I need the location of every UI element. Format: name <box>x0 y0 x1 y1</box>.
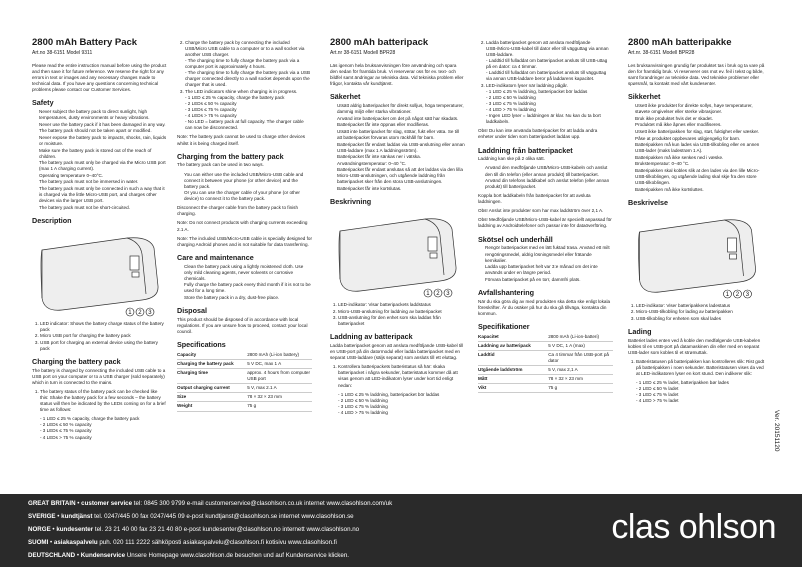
en-charging-steps-cont <box>177 40 312 131</box>
sub-item: - 2 LEDs ≤ 50 % capacity <box>40 422 92 428</box>
sub-item: - 4 LEDs > 75 % capacity <box>185 113 237 119</box>
list-item: • Produktet må ikke åpnes eller modifiseres. <box>635 122 766 128</box>
list-item: • Never subject the battery pack to direct sunlight, high temperatures, dusty environments or heavy vibrations. <box>39 109 167 121</box>
list-item: 3. USB-tilkobling for enheten som skal lades <box>636 316 766 322</box>
sv-note-1: Obs! Du kan inte använda batteripacket för att ladda andra enheter under tiden som batteripacket laddas upp. <box>478 128 598 140</box>
footer-country: SUOMI <box>28 539 49 546</box>
sv-title: 2800 mAh batteripack <box>330 38 429 48</box>
clas-ohlson-logo: clas ohlson <box>611 508 776 546</box>
en-charging-heading: Charging the battery pack <box>32 357 121 366</box>
no-charging-step-1-text: 1. Batteristatusen på batteripakken kan kontrolleres slik: Rist godt på batteripakken i noen sekunder. Batteristatusen vises da ved at LED-indikatoren lyser en kort stund. Den indikerer slik: <box>636 359 766 377</box>
sub-item: - 3 LED ≤ 75 % ladet <box>636 392 679 398</box>
spec-value: 75 g <box>548 384 613 393</box>
spec-value: 2800 mAh (Li-ion-batteri) <box>548 333 613 342</box>
list-item: • Batteripacket får inte kortslutas. <box>337 186 465 192</box>
list-item: • The battery pack must only be charged via the Micro USB port (max 1 A charging current). <box>39 160 167 172</box>
en-charging-step-1-text: 1. The battery status of the battery pack can be checked like this: Shake the battery pack for a few seconds – the battery status will then be indicated by the LEDs coming on for a brief time as follows: <box>40 389 167 413</box>
list-item: • Batteripacket får inte sänkas ner i vätska. <box>337 154 465 160</box>
svg-text:1: 1 <box>725 291 730 298</box>
battery-pack-illustration <box>330 209 465 299</box>
sub-item: - No LED = battery pack at full capacity. The charger cable can now be disconnected. <box>185 119 304 131</box>
sub-item: - 1 LED ≤ 25 % capacity, charge the battery pack <box>40 416 140 422</box>
spec-row <box>478 341 613 350</box>
footer-line: tel. 0247/445 00 fax 0247/445 09 e-post kundtjanst@clasohlson.se internet www.clasohlson.se <box>94 513 354 520</box>
spec-key: Capacity <box>177 351 247 360</box>
no-description-list <box>628 303 766 322</box>
footer-label: kundtjänst <box>61 513 93 520</box>
footer-line: tel: 0845 300 9799 e-mail customerservice@clasohlson.co.uk internet www.clasohlson.com/uk <box>133 500 393 507</box>
footer-country: DEUTSCHLAND <box>28 552 76 559</box>
list-item: • Batteripakken må ikke kortsluttes. <box>635 187 766 193</box>
sv-charging-steps-cont <box>478 40 613 125</box>
spec-row <box>478 333 613 342</box>
sub-item: - 4 LED > 75 % laddning <box>338 409 388 415</box>
list-item: 3. USB port for charging an external device using the battery pack <box>40 340 167 352</box>
footer-line: Unsere Homepage www.clasohlson.de besuchen und auf Kundenservice klicken. <box>126 552 350 559</box>
version-label: Ver. 20151120 <box>773 410 780 452</box>
svg-text:3: 3 <box>148 309 152 316</box>
spec-key: Output charging current <box>177 384 247 393</box>
svg-text:1: 1 <box>426 291 430 297</box>
list-item: 3. USB-anslutning för den enhet som ska laddas från batteripacket <box>338 315 465 327</box>
en-note-2: Note: Do not connect products with charging currents exceeding 2.1 A. <box>177 220 308 232</box>
sub-item: - 4 LEDs > 75 % capacity <box>40 434 92 440</box>
list-item: • Användningstemperatur: 0–40 °C. <box>337 161 465 167</box>
sub-item: - The charging time to fully charge the battery pack via a computer port is approximately 4 hours. <box>185 58 300 70</box>
sv-care-heading: Skötsel och underhåll <box>478 234 553 244</box>
sv-charging-from-text-2: Koppla bort laddkabeln från batteripacket för att avsluta laddningen. <box>478 193 591 205</box>
sub-item: - 2 LEDs ≤ 50 % capacity <box>185 101 237 107</box>
en-note-1: Note: The battery pack cannot be used to charge other devices whilst it is being charged itself. <box>177 134 306 146</box>
spec-key: Weight <box>177 402 247 411</box>
english-column-2 <box>177 40 312 492</box>
list-item: • Använd den medföljande USB/Micro-USB-kabeln och anslut den till din telefon (eller annan produkt) till batteripacket. <box>485 165 613 177</box>
no-charging-step-1 <box>628 359 766 377</box>
spec-value: 78 × 32 × 23 mm <box>548 375 613 384</box>
list-item: • Clean the battery pack using a lightly moistened cloth. Use only mild cleaning agents, never solvents or corrosive chemicals. <box>184 264 312 282</box>
en-charging-from-text: The battery pack can be used in two ways. <box>177 162 264 168</box>
list-item: • Batteripacket får endast laddas via USB-anslutning eller annan USB-laddare (max 1 A laddningsström). <box>337 142 465 154</box>
spec-row <box>478 384 613 393</box>
list-item: • Operating temperature 0–40°C. <box>39 173 167 179</box>
list-item: • Förvara batteripacket på en torr, dammfri plats. <box>485 277 613 283</box>
en-charging-step-3 <box>185 89 312 131</box>
no-led-levels <box>628 380 766 404</box>
sv-spec-heading: Specifikationer <box>478 321 530 331</box>
sv-note-3: Obs! Medföljande USB/Micro-USB-kabel är speciellt anpassad för laddning av Androidtelefoner och passar inte för dataöverföring. <box>478 217 612 229</box>
sv-spec-table <box>478 333 613 393</box>
spec-row <box>177 402 312 411</box>
list-item: • Utsätt inte batteripacket för slag, stötar, fukt eller väta. Se till att batteripacket förvaras utom räckhåll för barn. <box>337 129 465 141</box>
spec-value: 5 V DC, max 1 A <box>247 360 312 369</box>
sub-item: - The charging time to fully charge the battery pack via a USB charger connected directly to a wall socket depends upon the charger that is used. <box>185 70 311 88</box>
svg-text:3: 3 <box>745 291 750 298</box>
footer-label: customer service <box>81 500 133 507</box>
footer-row: NORGE • kundesenter tel. 23 21 40 00 fax 23 21 40 80 e-post kundesenter@clasohlson.no internett www.clasohlson.no <box>28 526 360 533</box>
en-spec-table <box>177 351 312 411</box>
list-item: • Utsett ikke produktet for direkte sollys, høye temperaturer, støvete omgivelser eller sterke vibrasjoner. <box>635 103 766 115</box>
sub-item: - 3 LED ≤ 75 % laddning <box>338 403 388 409</box>
en-description-heading: Description <box>32 215 72 225</box>
sub-item: - 4 LED > 75 % ladet <box>636 398 679 404</box>
spec-value: Ca 4 timmar från USB-port på dator <box>548 351 613 366</box>
sv-charging-step-1-text: 1. Kontrollera batteripackets batteristatus så här: skaka batteripacket i några sekunder, batteristatus kommer då att visas genom att LED-indikatorn lyser under kort tid enligt nedan: <box>338 364 465 388</box>
sv-safety-heading: Säkerhet <box>330 92 361 102</box>
en-charging-step-3-text: The LED indicators shine when charging is in progress. <box>185 89 298 94</box>
spec-key: Vikt <box>478 384 548 393</box>
en-spec-heading: Specifications <box>177 340 226 350</box>
list-item: • Utsett ikke batteripakken for slag, støt, fuktighet eller væsker. <box>635 129 766 135</box>
sub-item: - 3 LED ≤ 75 % laddning <box>486 101 536 107</box>
list-item: 1. LED-indikator: Visar batteripackets laddstatus <box>338 302 465 308</box>
sv-charging-step-3-text: LED-indikatorn lyser när laddning pågår. <box>486 82 568 88</box>
sub-item: - Laddtid till fulladdat om batteripacket ansluts till USB-uttag på en dator: ca 4 timmar. <box>486 58 608 70</box>
sv-led-levels <box>330 392 465 416</box>
spec-key: Charging time <box>177 369 247 384</box>
spec-row <box>177 360 312 369</box>
no-description-heading: Beskrivelse <box>628 197 668 207</box>
sv-intro: Läs igenom hela bruksanvisningen före användning och spara den sedan för framtida bruk. Vi reserverar oss för ev. text- och bildfel samt ändringar av tekniska data. Vid tekniska problem eller frågor, kontakta vår kundtjänst. <box>330 63 464 87</box>
list-item: • Batteripacket får inte öppnas eller modifieras. <box>337 122 465 128</box>
spec-row <box>478 351 613 366</box>
list-item: • You can either use the included USB/Micro-USB cable and connect it between your phone (or other device) and the battery pack. <box>184 172 312 190</box>
no-safety-heading: Sikkerhet <box>628 92 661 102</box>
en-care-list <box>177 264 312 301</box>
sv-step2-sub <box>486 58 613 82</box>
en-safety-heading: Safety <box>32 98 54 108</box>
sv-description-heading: Beskrivning <box>330 197 372 207</box>
en-step2-sub <box>185 58 312 88</box>
footer-row: SUOMI • asiakaspalvelu puh. 020 111 2222 sähköposti asiakaspalvelu@clasohlson.fi kotisivu www.clasohlson.fi <box>28 539 337 546</box>
sub-item: - 1 LED ≤ 25 % capacity, charge the battery pack <box>185 95 285 101</box>
no-charging-text: Batteriet lades enten ved å koble den medfølgende USB-kabelen kobles til en USB-port på datamaskinen din eller med en separat USB-lader som kobles til et strømuttak. <box>628 337 761 355</box>
no-intro: Les bruksanvisningen grundig før produktet tas i bruk og ta vare på den for framtidig bruk. Vi reserverer oss mot ev. feil i tekst og bilde, samt forandringer av tekniske data. Ved tekniske problemer eller spørsmål, ta kontakt med vårt kundesenter. <box>628 63 765 87</box>
footer-label: asiakaspalvelu <box>53 539 98 546</box>
list-item: • Använd din telefons laddkabel och anslut telefon (eller annan produkt) till batteripacket. <box>485 178 613 190</box>
sv-description-list <box>330 302 465 327</box>
list-item: • The battery pack must not be immersed in water. <box>39 179 167 185</box>
footer-label: kundesenter <box>56 526 94 533</box>
list-item: • Påse at produktet oppbevares utilgjengelig for barn. <box>635 136 766 142</box>
spec-key: Kapacitet <box>478 333 548 342</box>
en-disposal-heading: Disposal <box>177 306 207 316</box>
en-title: 2800 mAh Battery Pack <box>32 38 138 48</box>
sv-article-number: Art.nr 38-6151 Modell BPR28 <box>330 50 396 57</box>
svg-text:2: 2 <box>138 309 142 316</box>
list-item: • Batteripacket får endast anslutas så att det laddas via den lilla Micro-USB-anslutningen, och utgående laddning från batteripacket sker från den stora USB-anslutningen. <box>337 167 465 185</box>
spec-key: Utgående laddström <box>478 366 548 375</box>
list-item: • Or you can use the charger cable of your phone (or other device) to connect it to the battery pack. <box>184 190 312 202</box>
sub-item: - 2 LED ≤ 50 % ladet <box>636 386 679 392</box>
list-item: • Never expose the battery pack to impacts, shocks, rain, liquids or moisture. <box>39 135 167 147</box>
spec-key: Size <box>177 393 247 402</box>
footer-country: GREAT BRITAIN <box>28 500 76 507</box>
spec-row <box>177 393 312 402</box>
sv-care-list <box>478 245 613 282</box>
sv-note-2: Obs! Anslut inte produkter som har max laddström över 2,1 A. <box>478 208 604 214</box>
en-charging-from-heading: Charging from the battery pack <box>177 151 284 161</box>
no-title: 2800 mAh batteripakke <box>628 38 732 48</box>
en-charging-from-list <box>177 172 312 203</box>
list-item: • Ladda upp batteripacket helt var 3:e månad om det inte används under en längre period. <box>485 264 613 276</box>
spec-value: 78 × 32 × 23 mm <box>247 393 312 402</box>
spec-key: Charging the battery pack <box>177 360 247 369</box>
spec-value: 5 V DC, 1 A (max) <box>548 341 613 350</box>
sub-item: - 1 LED ≤ 25 % ladet, batteripakken bør lades <box>636 379 729 385</box>
en-led-levels <box>32 416 167 440</box>
spec-key: Mått <box>478 375 548 384</box>
list-item: • The battery pack must only be connected in such a way that it is charged via the little Micro-USB port, and charges other devices via the larger USB port. <box>39 186 167 204</box>
list-item: • Make sure the battery pack is stored out of the reach of children. <box>39 148 167 160</box>
list-item: 2. Micro-USB-anslutning för laddning av batteripacket <box>338 309 465 315</box>
sv-charging-heading: Laddning av batteripack <box>330 332 413 342</box>
sv-safety-list <box>330 103 465 192</box>
en-charging-step-1 <box>32 389 167 413</box>
no-safety-list <box>628 103 766 192</box>
battery-pack-illustration <box>32 228 167 318</box>
list-item: • Använd inte batteripacket om det på något sätt har skadats. <box>337 116 465 122</box>
svg-text:1: 1 <box>128 309 132 316</box>
no-charging-heading: Lading <box>628 326 652 336</box>
list-item: • Never use the battery pack if it has been damaged in any way. <box>39 122 167 128</box>
no-article-number: Art.nr. 38-6151 Modell BPR28 <box>628 50 695 57</box>
en-intro: Please read the entire instruction manual before using the product and then save it for future reference. We reserve the right for any errors in text or images and any necessary changes made to technical data. If you have any questions concerning technical problems please contact our Customer Services. <box>32 63 167 93</box>
footer-row: DEUTSCHLAND • Kundenservice Unsere Homepage www.clasohlson.de besuchen und auf Kundenservice klicken. <box>28 552 350 559</box>
list-item: 2. Micro USB port for charging the battery pack <box>40 333 167 339</box>
sub-item: - 1 LED ≤ 25 % laddning, batteripacket bör laddas <box>486 89 588 94</box>
list-item: 1. LED-indikator: Viser batteripakkens ladestatus <box>636 303 766 309</box>
en-safety-list <box>32 109 167 211</box>
footer-line: tel. 23 21 40 00 fax 23 21 40 80 e-post kundesenter@clasohlson.no internett www.clasohlson.no <box>94 526 360 533</box>
spec-row <box>177 351 312 360</box>
sv-charging-step-2 <box>486 40 613 82</box>
spec-key: Laddtid <box>478 351 548 366</box>
list-item: • Rengör batteripacket med en lätt fuktad trasa. Använd ett milt rengöringsmedel, aldrig lösningsmedel eller frätande kemikalier. <box>485 245 613 263</box>
spec-row <box>177 384 312 393</box>
spec-value: 75 g <box>247 402 312 411</box>
list-item: 1. LED indicator: Shows the battery charge status of the battery pack <box>40 321 167 333</box>
svg-text:2: 2 <box>436 291 440 297</box>
sub-item: - 2 LED ≤ 50 % laddning <box>338 397 388 403</box>
list-item: 2. Micro-USB-tilkobling for lading av batteripakken <box>636 309 766 315</box>
sv-charging-step-2-text: Ladda batteripacket genom att ansluta medföljande USB-/Micro-USB-kabel till dator eller till vägguttag via annan USB-laddare. <box>486 40 609 58</box>
sub-item: - 1 LED ≤ 25 % laddning, batteripacket bör laddas <box>338 391 440 397</box>
sv-step3-sub <box>486 89 613 125</box>
spec-value: 5 V, max 2,1 A <box>548 366 613 375</box>
list-item: • Utsätt aldrig batteripacket för direkt solljus, höga temperaturer, dammig miljö eller starka vibrationer. <box>337 103 465 115</box>
footer-contact-bar <box>0 494 802 567</box>
spec-value: approx. 4 hours from computer USB port <box>247 369 312 384</box>
sv-charging-from-list <box>478 165 613 190</box>
en-charging-text: The battery is charged by connecting the included USB cable to a USB port on your computer or to a USB charger (sold separately) which in turn is connected to the mains. <box>32 367 166 386</box>
norwegian-column-1 <box>628 38 766 490</box>
en-disposal-text: This product should be disposed of in accordance with local regulations. If you are unsure how to proceed, contact your local council. <box>177 316 308 335</box>
list-item: • The battery pack should not be taken apart or modified. <box>39 128 167 134</box>
sub-item: - Ingen LED lyser = laddningen är klar. Nu kan du ta bort laddkabeln. <box>486 113 601 125</box>
list-item: • Fully charge the battery pack every third month if it is not to be used for a long time. <box>184 282 312 294</box>
en-article-number: Art.no 38-6151 Model 9311 <box>32 50 93 57</box>
list-item: • The battery pack must not be short-circuited. <box>39 205 167 211</box>
spec-key: Laddning av batteripack <box>478 341 548 350</box>
en-care-heading: Care and maintenance <box>177 252 254 262</box>
sv-charging-step-3 <box>486 83 613 125</box>
footer-label: Kundenservice <box>80 552 126 559</box>
swedish-column-2 <box>478 40 613 492</box>
battery-pack-illustration <box>628 210 766 300</box>
en-note-3: Note: The included USB/Micro-USB cable is specially designed for charging Android phones and is not suitable for data transferring. <box>177 235 312 247</box>
spec-row <box>177 369 312 384</box>
svg-text:3: 3 <box>446 291 450 297</box>
footer-line: puh. 020 111 2222 sähköposti asiakaspalvelu@clasohlson.fi kotisivu www.clasohlson.fi <box>99 539 337 546</box>
list-item: • Bruk ikke produktet hvis det er skadet. <box>635 116 766 122</box>
list-item: • Batteripakken må kun lades via USB-tilkobling eller en annen USB-lader (maks ladestrøm 1 A). <box>635 142 766 154</box>
en-description-list <box>32 321 167 352</box>
sv-charging-text: Ladda batteripacket genom att ansluta medföljande USB-kabel till en USB-port på din datormodul eller ladda batteripacket med en separat USB-laddare (säljs separat) som ansluts till ett eluttag. <box>330 343 464 361</box>
list-item: • Store the battery pack in a dry, dust-free place. <box>184 295 312 301</box>
swedish-column-1 <box>330 38 465 490</box>
english-column-1 <box>32 38 167 490</box>
en-step3-sub <box>185 95 312 131</box>
sub-item: - 2 LED ≤ 50 % laddning <box>486 95 536 101</box>
en-charging-step-2 <box>185 40 312 89</box>
sv-charging-from-text: Laddning kan ske på 2 olika sätt. <box>478 156 545 162</box>
spec-value: 5 V, max 2.1 A <box>247 384 312 393</box>
spec-row <box>478 375 613 384</box>
sub-item: - 3 LEDs ≤ 75 % capacity <box>40 428 92 434</box>
footer-country: NORGE <box>28 526 51 533</box>
sv-charging-from-heading: Laddning från batteripacket <box>478 145 573 155</box>
en-charging-from-text-2: Disconnect the charger cable from the battery pack to finish charging. <box>177 205 299 217</box>
sub-item: - Laddtid till fulladdat om batteripacket ansluts till vägguttag via annan USB-laddare beror på laddarens kapacitet. <box>486 70 607 82</box>
list-item: • Brukstemperatur: 0–40 °C. <box>635 161 766 167</box>
sv-charging-step-1 <box>330 364 465 388</box>
footer-country: SVERIGE <box>28 513 56 520</box>
list-item: • Batteripakken skal kobles slik at den lades via den lille Micro-USB-tilkoblingen, og utgående lading skal skje fra den store USB-tilkoblingen. <box>635 168 766 186</box>
sub-item: - 4 LED > 75 % laddning <box>486 107 536 113</box>
sv-disposal-text: När du ska göra dig av med produkten ska detta ske enligt lokala föreskrifter. Är du osäker på hur du ska gå tillväga, kontakta din kommun. <box>478 298 611 316</box>
en-charging-step-2-text: Charge the battery pack by connecting the included USB/Micro USB cable to a computer or to a wall socket via another USB charger. <box>185 40 305 58</box>
spec-row <box>478 366 613 375</box>
footer-row: GREAT BRITAIN • customer service tel: 0845 300 9799 e-mail customerservice@clasohlson.co.uk internet www.clasohlson.com/uk <box>28 500 393 507</box>
sub-item: - 3 LEDs ≤ 75 % capacity <box>185 107 237 113</box>
list-item: • Batteripakken må ikke senkes ned i væske. <box>635 155 766 161</box>
svg-text:2: 2 <box>735 291 740 298</box>
footer-row: SVERIGE • kundtjänst tel. 0247/445 00 fax 0247/445 09 e-post kundtjanst@clasohlson.se internet www.clasohlson.se <box>28 513 354 520</box>
sv-disposal-heading: Avfallshantering <box>478 287 535 297</box>
spec-value: 2800 mAh (Li-ion battery) <box>247 351 312 360</box>
